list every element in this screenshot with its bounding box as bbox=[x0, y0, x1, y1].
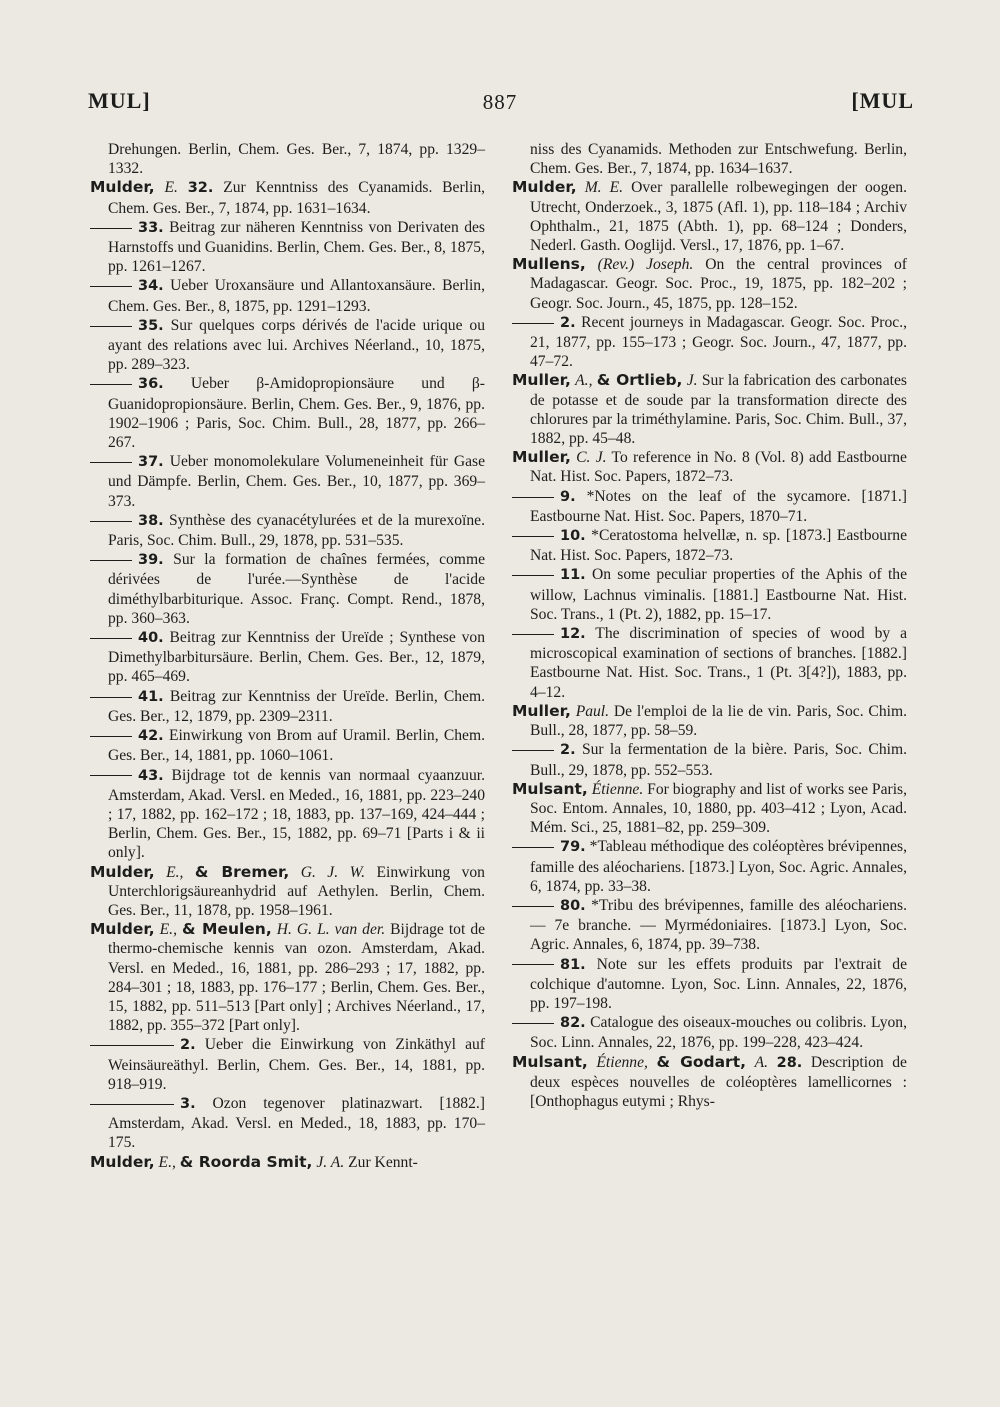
entry-text: Ueber Uroxansäure und Allantoxansäure. Berlin, Chem. Ges. Ber., 8, 1875, pp. 1291–1293. bbox=[108, 277, 485, 315]
coauthor-name: & Bremer, bbox=[194, 862, 290, 881]
ditto-rule bbox=[512, 906, 554, 907]
author-initials: E., bbox=[166, 863, 184, 881]
coauthor-initials: G. J. W. bbox=[300, 863, 366, 881]
ditto-rule bbox=[512, 536, 554, 537]
bibliography-entry bbox=[512, 255, 907, 313]
entry-number: 42. bbox=[138, 728, 164, 745]
author-initials: Paul. bbox=[575, 702, 610, 720]
ditto-rule bbox=[512, 634, 554, 635]
author-initials: Étienne. bbox=[591, 780, 644, 798]
entry-number: 81. bbox=[560, 956, 586, 973]
ditto-rule bbox=[90, 286, 132, 287]
entry-number: 80. bbox=[560, 897, 586, 914]
bibliography-entry bbox=[512, 448, 907, 486]
entry-text: Sur quelques corps dérivés de l'acide urique ou ayant des relations avec lui. Archives Néerland., 10, 1875, pp. 289–323. bbox=[108, 316, 485, 374]
right-column bbox=[512, 140, 907, 1111]
bibliography-entry bbox=[90, 140, 485, 178]
bibliography-entry bbox=[512, 526, 907, 565]
entry-text: Bijdrage tot de thermo-chemische kennis van ozon. Amsterdam, Akad. Versl. en Meded., 16, 1881, pp. 286–293 ; 17, 1882, pp. 284–301 ; 18, 1883, pp. 176–177 ; Berlin, Chem. Ges. Ber., 15, 1882, pp. 511–513 [Part only] ; Archives Néerland., 17, 1882, pp. 355–372 [Part only]. bbox=[108, 921, 486, 1035]
left-column bbox=[90, 140, 485, 1172]
bibliography-entry bbox=[90, 920, 485, 1035]
entry-number: 2. bbox=[560, 314, 576, 331]
entry-number: 2. bbox=[560, 742, 576, 759]
bibliography-entry bbox=[90, 687, 485, 726]
entry-number: 36. bbox=[138, 376, 164, 393]
ditto-rule bbox=[90, 521, 132, 522]
entry-text: Beitrag zur Kenntniss der Ureïde. Berlin, Chem. Ges. Ber., 12, 1879, pp. 2309–2311. bbox=[108, 687, 485, 725]
bibliography-entry bbox=[90, 374, 485, 452]
entry-text: Sur la fabrication des carbonates de potasse et de soude par la transformation directe des chlorures par la triméthylamine. Paris, Soc. Chim. Bull., 37, 1882, pp. 45–48. bbox=[530, 372, 907, 448]
author-name: Muller, bbox=[512, 448, 571, 467]
ditto-rule bbox=[90, 775, 132, 776]
entry-text: For biography and list of works see Paris, Soc. Entom. Annales, 10, 1880, pp. 403–412 ; Lyon, Acad. Mém. Sci., 25, 1881–82, pp. 259–309. bbox=[530, 780, 908, 837]
author-initials: E., bbox=[158, 1153, 176, 1171]
entry-text: Sur la fermentation de la bière. Paris, Soc. Chim. Bull., 29, 1878, pp. 552–553. bbox=[530, 741, 907, 779]
entry-number: 33. bbox=[138, 219, 164, 236]
ditto-rule bbox=[90, 697, 132, 698]
entry-number: 79. bbox=[560, 839, 586, 856]
ditto-rule bbox=[512, 1023, 554, 1024]
bibliography-entry bbox=[512, 740, 907, 779]
bibliography-entry bbox=[90, 550, 485, 628]
bibliography-entry bbox=[512, 1053, 907, 1112]
entry-text: De l'emploi de la lie de vin. Paris, Soc. Chim. Bull., 28, 1877, pp. 58–59. bbox=[530, 702, 907, 740]
author-initials: C. J. bbox=[576, 449, 607, 467]
ditto-rule bbox=[90, 1104, 174, 1105]
author-initials: E. bbox=[164, 179, 178, 197]
page-number: 887 bbox=[482, 90, 518, 114]
entry-number: 28. bbox=[776, 1054, 803, 1071]
ditto-rule bbox=[90, 638, 132, 639]
coauthor-name: & Roorda Smit, bbox=[179, 1152, 313, 1171]
entry-text: Recent journeys in Madagascar. Geogr. Soc. Proc., 21, 1877, pp. 155–173 ; Geogr. Soc. Journ., 47, 1877, pp. 47–72. bbox=[530, 313, 907, 371]
bibliography-entry bbox=[90, 218, 485, 277]
ditto-rule bbox=[90, 384, 132, 385]
ditto-rule bbox=[512, 575, 554, 576]
bibliography-entry bbox=[512, 624, 907, 702]
author-initials: Étienne, bbox=[596, 1053, 648, 1071]
author-name: Mulsant, bbox=[512, 779, 588, 798]
author-name: Mulsant, bbox=[512, 1052, 588, 1071]
entry-text: Ozon tegenover platinazwart. [1882.] Amsterdam, Akad. Versl. en Meded., 18, 1883, pp. 170–175. bbox=[108, 1094, 485, 1152]
entry-number: 37. bbox=[138, 454, 164, 471]
ditto-rule bbox=[512, 323, 554, 324]
entry-text: niss des Cyanamids. Methoden zur Entschwefung. Berlin, Chem. Ges. Ber., 7, 1874, pp. 1634–1637. bbox=[530, 141, 907, 178]
entry-text: *Tableau méthodique des coléoptères brévipennes, famille des aléochariens. [1873.] Lyon, Soc. Agric. Annales, 6, 1874, pp. 33–38. bbox=[530, 838, 907, 895]
entry-text: Note sur les effets produits par l'extrait de colchique d'automne. Lyon, Soc. Linn. Annales, 22, 1876, pp. 197–198. bbox=[530, 955, 907, 1012]
bibliography-entry bbox=[90, 452, 485, 511]
coauthor-initials: J. A. bbox=[316, 1153, 345, 1171]
author-name: Muller, bbox=[512, 701, 571, 720]
ditto-rule bbox=[90, 228, 132, 229]
entry-text: Beitrag zur näheren Kenntniss von Derivaten des Harnstoffs und Guanidins. Berlin, Chem. Ges. Ber., 8, 1875, pp. 1261–1267. bbox=[108, 218, 485, 276]
entry-text: Sur la formation de chaînes fermées, comme dérivées de l'urée.—Synthèse de l'acide diméthylbarbiturique. Assoc. Franç. Compt. Rend., 1878, pp. 360–363. bbox=[108, 551, 485, 627]
entry-number: 12. bbox=[560, 626, 586, 643]
ditto-rule bbox=[512, 750, 554, 751]
entry-number: 10. bbox=[560, 528, 586, 545]
ditto-rule bbox=[512, 847, 554, 848]
ditto-rule bbox=[90, 736, 132, 737]
coauthor-name: & Ortlieb, bbox=[596, 371, 683, 390]
running-header-right: [MUL bbox=[851, 88, 914, 113]
entry-number: 32. bbox=[187, 180, 214, 197]
ditto-rule bbox=[90, 1045, 174, 1046]
bibliography-entry bbox=[512, 140, 907, 178]
entry-text: To reference in No. 8 (Vol. 8) add Eastbourne Nat. Hist. Soc. Papers, 1872–73. bbox=[530, 449, 907, 486]
author-name: Mulder, bbox=[90, 920, 155, 939]
entry-number: 2. bbox=[180, 1037, 196, 1054]
bibliography-entry bbox=[512, 371, 907, 448]
entry-text: Drehungen. Berlin, Chem. Ges. Ber., 7, 1874, pp. 1329–1332. bbox=[108, 141, 485, 178]
entry-text: Bijdrage tot de kennis van normaal cyaanzuur. Amsterdam, Akad. Versl. en Meded., 16, 1881, pp. 223–240 ; 17, 1882, pp. 162–172 ; 18, 1883, pp. 137–169, 424–444 ; Berlin, Chem. Ges. Ber., 15, 1882, pp. 69–71 [Parts i & ii only]. bbox=[108, 766, 485, 862]
entry-number: 34. bbox=[138, 278, 164, 295]
bibliography-entry bbox=[512, 1013, 907, 1052]
coauthor-initials: J. bbox=[686, 372, 698, 390]
author-initials: (Rev.) Joseph. bbox=[597, 256, 694, 274]
entry-text: Ueber β-Amidopropionsäure und β-Guanidopropionsäure. Berlin, Chem. Ges. Ber., 9, 1876, pp. 1902–1906 ; Paris, Soc. Chim. Bull., 28, 1877, pp. 266–267. bbox=[108, 375, 485, 452]
ditto-rule bbox=[512, 497, 554, 498]
entry-text: On the central provinces of Madagascar. Geogr. Soc. Proc., 19, 1875, pp. 182–202 ; Geogr. Soc. Journ., 45, 1875, pp. 128–152. bbox=[530, 256, 907, 312]
bibliography-entry bbox=[512, 837, 907, 896]
coauthor-initials: H. G. L. van der. bbox=[276, 921, 386, 939]
entry-text: Beitrag zur Kenntniss der Ureïde ; Synthese von Dimethylbarbitursäure. Berlin, Chem. Ges. Ber., 12, 1879, pp. 465–469. bbox=[108, 629, 485, 686]
entry-text: Einwirkung von Unterchlorigsäureanhydrid auf Aethylen. Berlin, Chem. Ges. Ber., 11, 1878, pp. 1958–1961. bbox=[108, 863, 485, 919]
author-initials: E., bbox=[159, 921, 177, 939]
ditto-rule bbox=[90, 326, 132, 327]
bibliography-entry bbox=[90, 863, 485, 921]
bibliography-entry bbox=[90, 511, 485, 550]
entry-text: The discrimination of species of wood by a microscopical examination of sections of branches. [1882.] Eastbourne Nat. Hist. Soc. Trans., 1 (Pt. 3[4?]), 1883, pp. 4–12. bbox=[530, 625, 907, 701]
coauthor-name: & Meulen, bbox=[182, 920, 272, 939]
coauthor-name: & Godart, bbox=[656, 1052, 746, 1071]
entry-number: 11. bbox=[560, 567, 586, 584]
entry-text: *Ceratostoma helvellæ, n. sp. [1873.] Eastbourne Nat. Hist. Soc. Papers, 1872–73. bbox=[530, 527, 907, 565]
bibliography-entry bbox=[90, 178, 485, 217]
coauthor-initials: A. bbox=[754, 1053, 769, 1071]
bibliography-entry bbox=[90, 1153, 485, 1172]
entry-text: Einwirkung von Brom auf Uramil. Berlin, Chem. Ges. Ber., 14, 1881, pp. 1060–1061. bbox=[108, 727, 486, 765]
bibliography-entry bbox=[512, 896, 907, 955]
bibliography-entry bbox=[512, 313, 907, 372]
bibliography-entry bbox=[90, 276, 485, 315]
author-name: Mullens, bbox=[512, 255, 586, 274]
bibliography-entry bbox=[90, 316, 485, 375]
bibliography-entry bbox=[90, 628, 485, 687]
entry-number: 43. bbox=[138, 767, 164, 784]
ditto-rule bbox=[90, 462, 132, 463]
author-name: Mulder, bbox=[512, 178, 577, 197]
entry-text: *Tribu des brévipennes, famille des aléochariens. — 7e branche. — Myrmédoniaires. [1873.] Lyon, Soc. Agric. Annales, 6, 1874, pp. 39–738. bbox=[530, 896, 907, 954]
entry-number: 39. bbox=[138, 552, 164, 569]
bibliography-entry bbox=[90, 726, 485, 765]
bibliography-entry bbox=[512, 565, 907, 624]
entry-number: 38. bbox=[138, 512, 164, 529]
entry-number: 9. bbox=[560, 488, 576, 505]
entry-text: Ueber monomolekulare Volumeneinheit für Gase und Dämpfe. Berlin, Chem. Ges. Ber., 10, 1877, pp. 369–373. bbox=[108, 453, 485, 510]
entry-text: Ueber die Einwirkung von Zinkäthyl auf Weinsäureäthyl. Berlin, Chem. Ges. Ber., 14, 1881, pp. 918–919. bbox=[108, 1036, 485, 1093]
author-name: Mulder, bbox=[90, 862, 155, 881]
ditto-rule bbox=[512, 964, 554, 965]
entry-text: On some peculiar properties of the Aphis of the willow, Lachnus viminalis. [1881.] Eastbourne Nat. Hist. Soc. Trans., 1 (Pt. 2), 1882, pp. 15–17. bbox=[530, 566, 907, 623]
bibliography-entry bbox=[512, 780, 907, 838]
entry-number: 35. bbox=[138, 317, 164, 334]
bibliography-entry bbox=[512, 702, 907, 740]
entry-number: 82. bbox=[560, 1015, 586, 1032]
entry-text: Synthèse des cyanacétylurées et de la murexoïne. Paris, Soc. Chim. Bull., 29, 1878, pp. 531–535. bbox=[108, 511, 485, 550]
entry-text: Over parallelle rolbewegingen der oogen. Utrecht, Onderzoek., 3, 1875 (Afl. 1), pp. 118–184 ; Archiv Ophthalm., 21, 1875 (Abth. 1), pp. 68–124 ; Donders, Nederl. Gasth. Ooglijd. Versl., 17, 1876, pp. 1–67. bbox=[530, 179, 908, 255]
entry-text: Catalogue des oiseaux-mouches ou colibris. Lyon, Soc. Linn. Annales, 22, 1876, pp. 199–228, 423–424. bbox=[530, 1014, 907, 1052]
entry-text: Zur Kennt- bbox=[348, 1153, 418, 1171]
ditto-rule bbox=[90, 560, 132, 561]
bibliography-entry bbox=[512, 487, 907, 526]
entry-number: 40. bbox=[138, 630, 164, 647]
entry-text: *Notes on the leaf of the sycamore. [1871.] Eastbourne Nat. Hist. Soc. Papers, 1870–71. bbox=[530, 487, 908, 525]
entry-number: 3. bbox=[180, 1095, 196, 1112]
entry-text: Description de deux espèces nouvelles de coléoptères lamellicornes : [Onthophagus eutymi ; Rhys- bbox=[530, 1053, 907, 1110]
entry-number: 41. bbox=[138, 688, 164, 705]
author-name: Mulder, bbox=[90, 1152, 155, 1171]
bibliography-entry bbox=[90, 766, 485, 863]
author-initials: A., bbox=[575, 372, 593, 390]
bibliography-entry bbox=[90, 1035, 485, 1094]
bibliography-entry bbox=[512, 955, 907, 1014]
author-name: Mulder, bbox=[90, 178, 155, 197]
bibliography-entry bbox=[90, 1094, 485, 1153]
running-header-left: MUL] bbox=[88, 88, 151, 113]
bibliography-entry bbox=[512, 178, 907, 255]
entry-text: Zur Kenntniss des Cyanamids. Berlin, Chem. Ges. Ber., 7, 1874, pp. 1631–1634. bbox=[108, 179, 486, 217]
author-initials: M. E. bbox=[584, 179, 624, 197]
author-name: Muller, bbox=[512, 371, 571, 390]
